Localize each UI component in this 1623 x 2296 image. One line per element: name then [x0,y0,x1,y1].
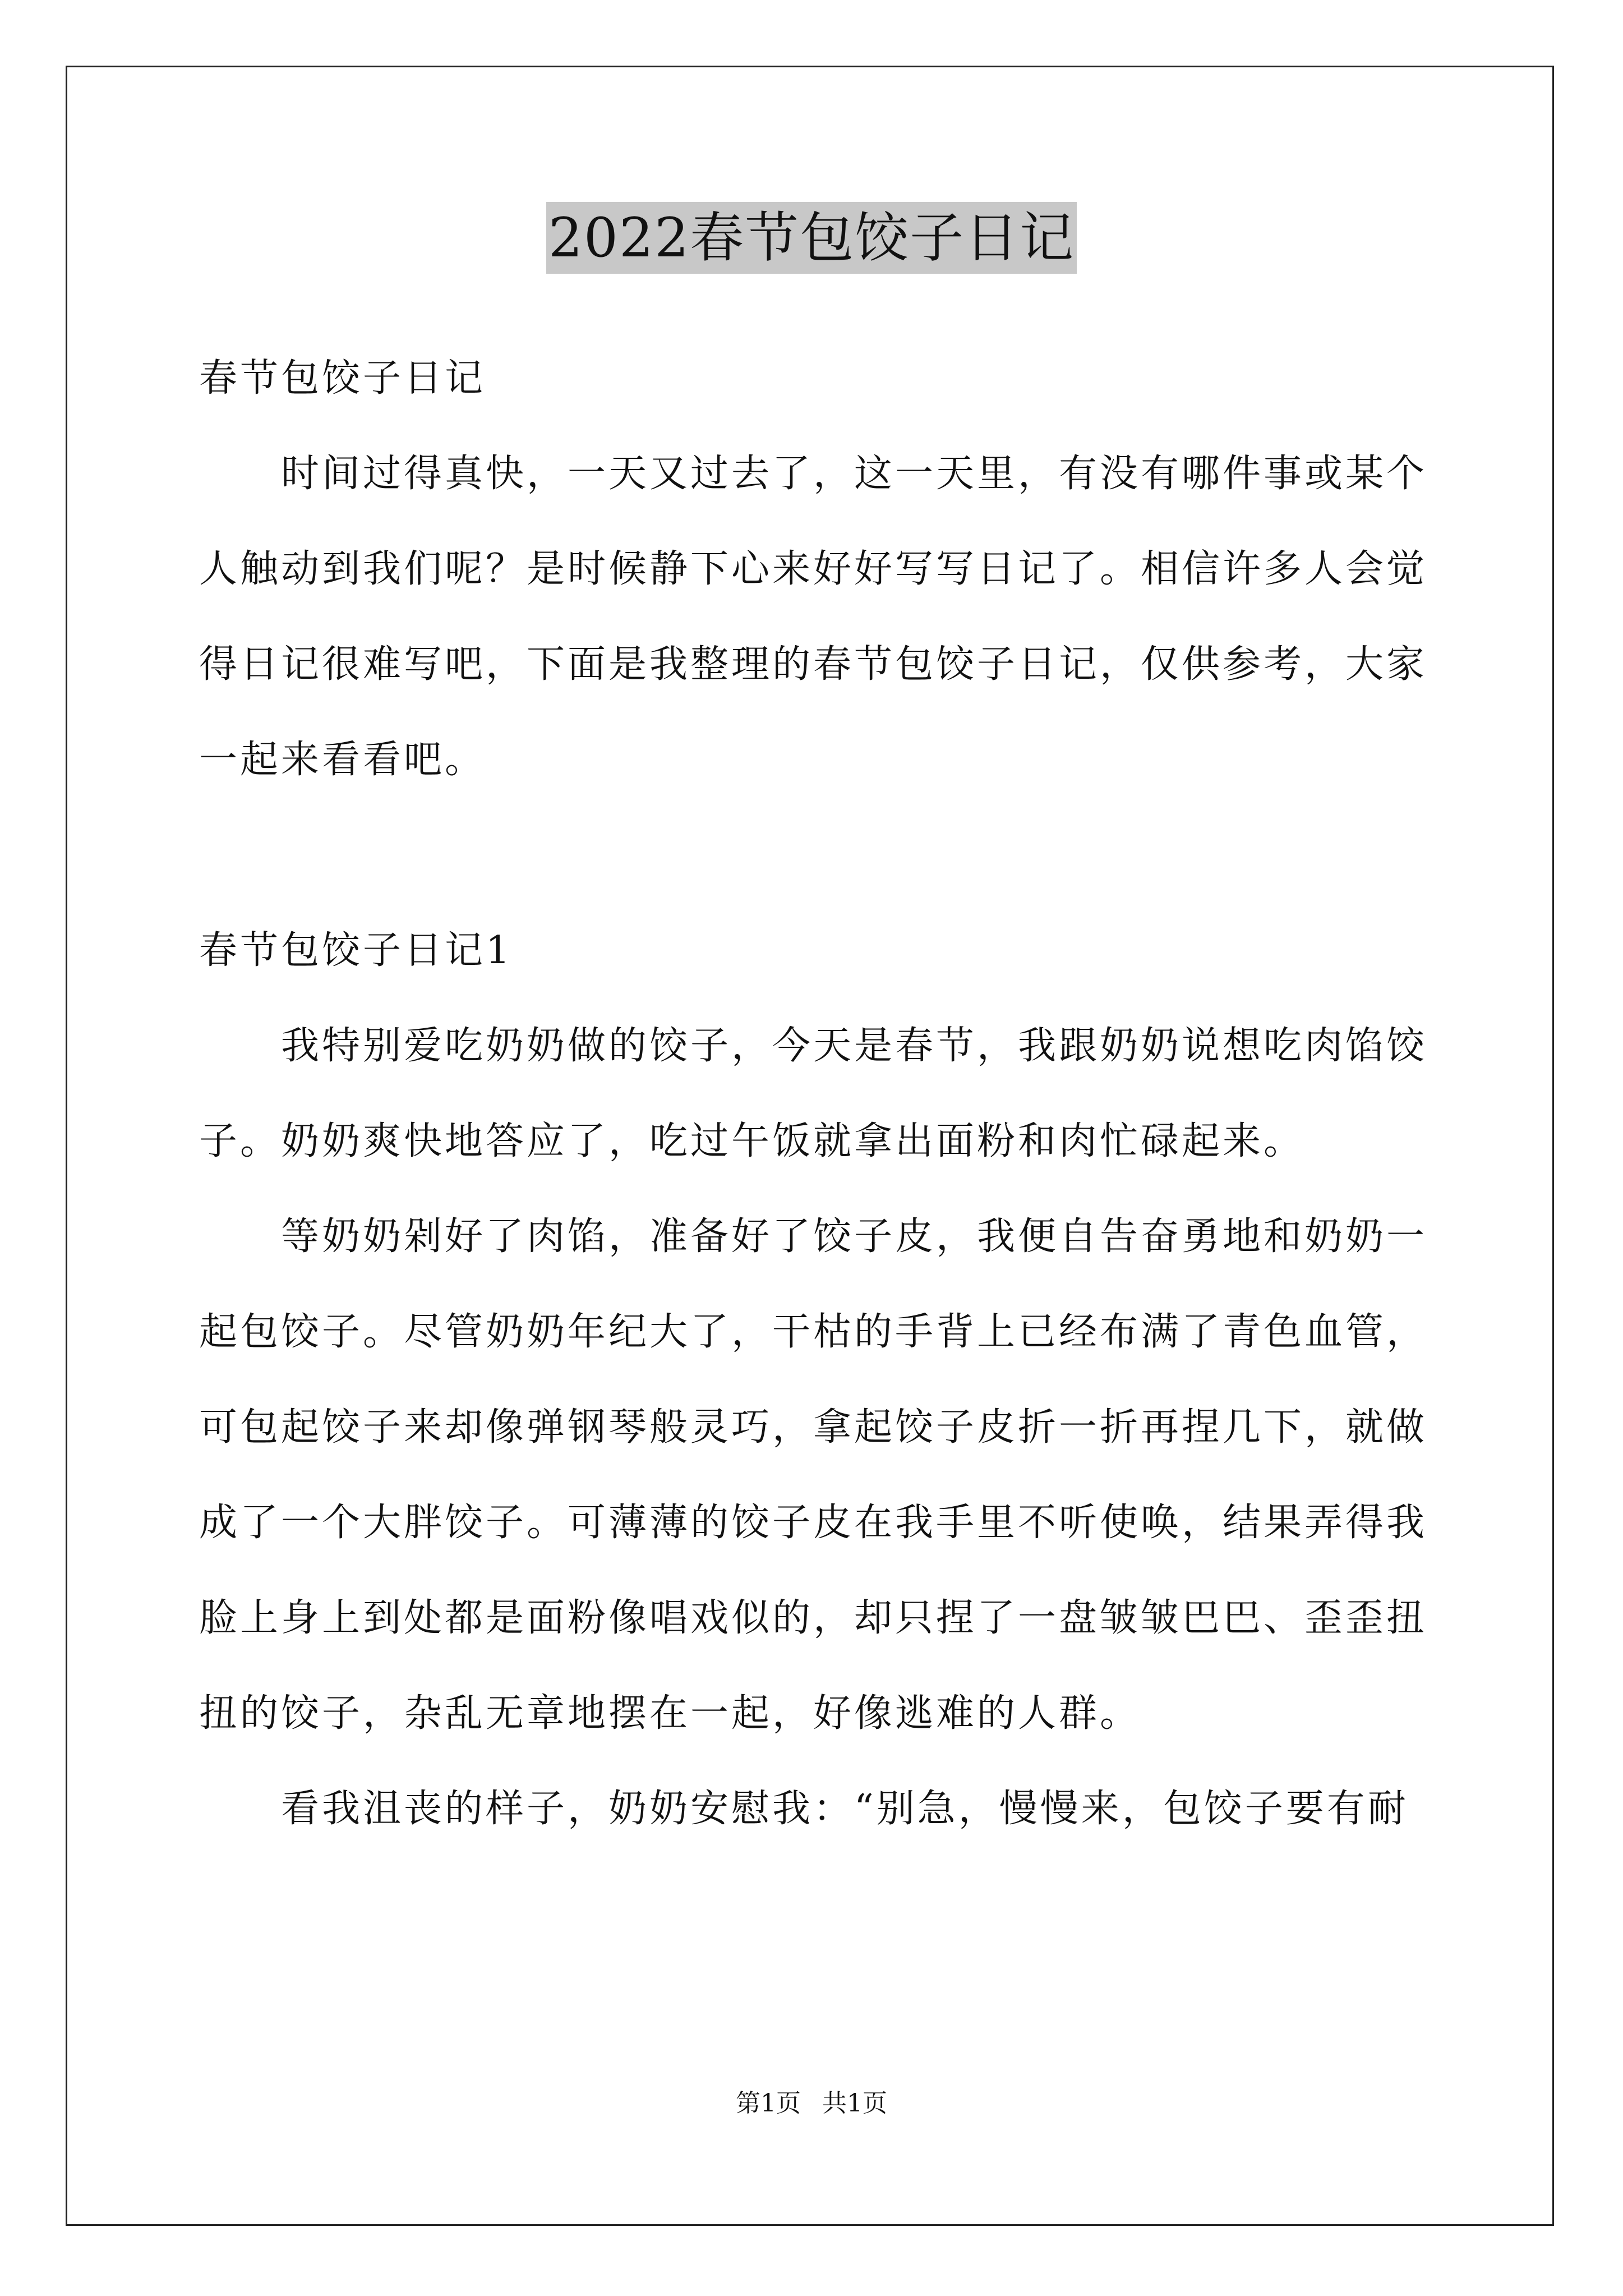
paragraph-line: 可包起饺子来却像弹钢琴般灵巧，拿起饺子皮折一折再捏几下，就做 [199,1405,1428,1450]
paragraph-line: 一起来看看吧。 [199,738,486,782]
heading-line: 春节包饺子日记 [199,356,486,401]
document-body [199,331,1427,1857]
heading-line: 春节包饺子日记1 [199,928,513,973]
paragraph-line: 得日记很难写吧，下面是我整理的春节包饺子日记，仅供参考，大家 [199,642,1428,687]
paragraph-line: 人触动到我们呢？是时候静下心来好好写写日记了。相信许多人会觉 [199,547,1428,591]
paragraph-line: 等奶奶剁好了肉馅，准备好了饺子皮，我便自告奋勇地和奶奶一 [281,1214,1428,1259]
page-total: 共1页 [822,2089,887,2118]
paragraph-line: 时间过得真快，一天又过去了，这一天里，有没有哪件事或某个 [281,452,1428,496]
paragraph-line: 我特别爱吃奶奶做的饺子，今天是春节，我跟奶奶说想吃肉馅饺 [281,1024,1428,1068]
paragraph-line: 扭的饺子，杂乱无章地摆在一起，好像逃难的人群。 [199,1691,1141,1736]
document-title: 2022春节包饺子日记 [546,202,1077,274]
title-container [0,202,1623,274]
paragraph-gap [199,808,1427,903]
paragraph-line: 成了一个大胖饺子。可薄薄的饺子皮在我手里不听使唤，结果弄得我 [199,1501,1428,1545]
paragraph-line: 子。奶奶爽快地答应了，吃过午饭就拿出面粉和肉忙碌起来。 [199,1119,1305,1163]
paragraph-line: 看我沮丧的样子，奶奶安慰我：“别急，慢慢来，包饺子要有耐 [281,1787,1409,1831]
page-footer [0,2087,1623,2120]
page-number: 第1页 [736,2089,801,2118]
paragraph-line: 脸上身上到处都是面粉像唱戏似的，却只捏了一盘皱皱巴巴、歪歪扭 [199,1596,1428,1640]
paragraph-line: 起包饺子。尽管奶奶年纪大了，干枯的手背上已经布满了青色血管， [199,1310,1428,1354]
